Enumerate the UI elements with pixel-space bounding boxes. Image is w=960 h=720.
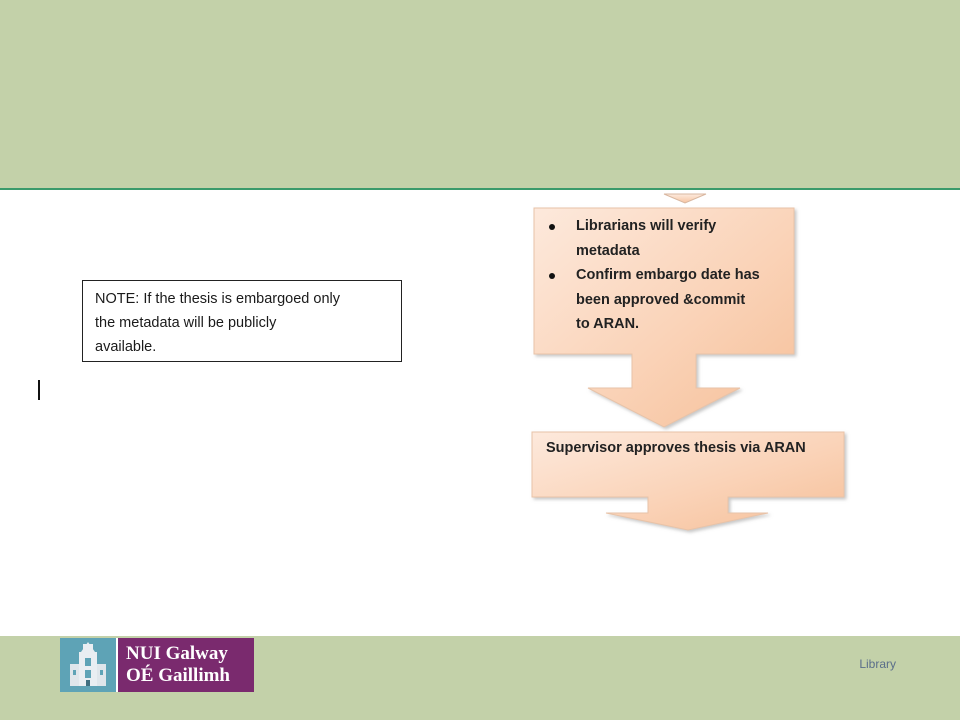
library-label: Library: [859, 657, 896, 671]
verify-step-line: been approved &commit: [576, 291, 746, 308]
verify-step-line: to ARAN.: [576, 316, 640, 332]
note-line: available.: [95, 339, 157, 355]
logo-line1: NUI Galway: [126, 643, 228, 664]
approve-step-label: Supervisor approves thesis via ARAN: [546, 440, 806, 456]
verify-step-line: metadata: [576, 242, 640, 259]
logo-line2: OÉ Gaillimh: [126, 665, 230, 686]
logo-wordmark: [118, 638, 254, 692]
verify-step-list: [544, 214, 784, 337]
verify-step-line: Librarians will verify: [576, 218, 717, 234]
verify-step-item: [544, 263, 784, 337]
text-cursor: [38, 380, 40, 400]
verify-step-item: [544, 214, 784, 263]
embargo-note-box: [82, 280, 402, 362]
verify-step-line: Confirm embargo date has: [576, 267, 760, 283]
note-line: the metadata will be publicly: [95, 315, 277, 331]
arrow-tip-top: [664, 194, 706, 203]
nui-galway-logo: [60, 638, 254, 692]
note-line: NOTE: If the thesis is embargoed only: [95, 291, 340, 307]
castle-tower-icon: [60, 638, 116, 692]
